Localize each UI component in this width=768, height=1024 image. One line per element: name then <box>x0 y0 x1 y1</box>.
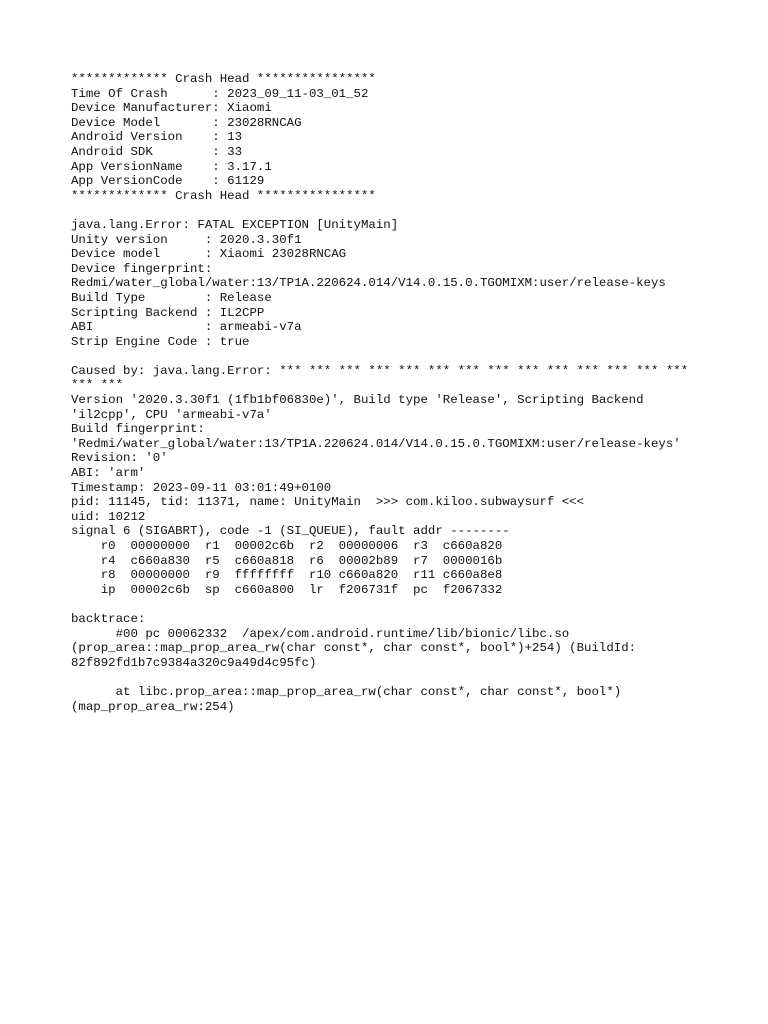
log-line: App VersionCode : 61129 <box>71 174 265 189</box>
log-line: 82f892fd1b7c9384a320c9a49d4c95fc) <box>71 655 317 670</box>
log-line: backtrace: <box>71 611 146 626</box>
log-line: at libc.prop_area::map_prop_area_rw(char const*, char const*, bool*) <box>71 684 622 699</box>
log-line: Unity version : 2020.3.30f1 <box>71 232 302 247</box>
log-line: uid: 10212 <box>71 509 146 524</box>
log-line: Device Manufacturer: Xiaomi <box>71 101 272 116</box>
log-line: signal 6 (SIGABRT), code -1 (SI_QUEUE), fault addr -------- <box>71 524 510 539</box>
log-line: Scripting Backend : IL2CPP <box>71 305 265 320</box>
log-line: #00 pc 00062332 /apex/com.android.runtime/lib/bionic/libc.so <box>71 626 570 641</box>
log-line: Device Model : 23028RNCAG <box>71 115 302 130</box>
log-line: Timestamp: 2023-09-11 03:01:49+0100 <box>71 480 332 495</box>
log-line: Build fingerprint: <box>71 422 205 437</box>
log-line: Version '2020.3.30f1 (1fb1bf06830e)', Build type 'Release', Scripting Backend <box>71 393 644 408</box>
log-line: java.lang.Error: FATAL EXCEPTION [UnityMain] <box>71 217 399 232</box>
log-line: Android SDK : 33 <box>71 144 243 159</box>
log-line: *** *** <box>71 378 124 393</box>
log-line <box>71 349 711 364</box>
log-line: r0 00000000 r1 00002c6b r2 00000006 r3 c660a820 <box>71 539 503 553</box>
log-line: ip 00002c6b sp c660a800 lr f206731f pc f2067332 <box>71 582 503 597</box>
log-line: 'il2cpp', CPU 'armeabi-v7a' <box>71 407 272 422</box>
log-line <box>71 670 711 685</box>
log-line: Device model : Xiaomi 23028RNCAG <box>71 247 347 262</box>
log-line: (map_prop_area_rw:254) <box>71 699 235 714</box>
log-line: Time Of Crash : 2023_09_11-03_01_52 <box>71 86 369 101</box>
log-line: ABI: 'arm' <box>71 466 146 481</box>
log-line: Build Type : Release <box>71 290 272 305</box>
log-line: 'Redmi/water_global/water:13/TP1A.220624.014/V14.0.15.0.TGOMIXM:user/release-keys' <box>71 436 681 451</box>
log-line: ************* Crash Head **************** <box>71 188 376 203</box>
log-line: Redmi/water_global/water:13/TP1A.220624.014/V14.0.15.0.TGOMIXM:user/release-keys <box>71 276 666 291</box>
crash-log <box>71 72 711 714</box>
log-line: ABI : armeabi-v7a <box>71 320 302 335</box>
log-line: Strip Engine Code : true <box>71 334 250 349</box>
log-line: r4 c660a830 r5 c660a818 r6 00002b89 r7 0000016b <box>71 553 503 568</box>
log-line: ************* Crash Head **************** <box>71 72 376 86</box>
log-line: (prop_area::map_prop_area_rw(char const*, char const*, bool*)+254) (BuildId: <box>71 641 637 656</box>
log-line <box>71 203 711 218</box>
log-line: r8 00000000 r9 ffffffff r10 c660a820 r11 c660a8e8 <box>71 568 503 583</box>
log-line: Caused by: java.lang.Error: *** *** *** *** *** *** *** *** *** *** *** *** *** *** <box>71 363 689 378</box>
log-line <box>71 597 711 612</box>
log-line: Revision: '0' <box>71 451 168 466</box>
log-line: Device fingerprint: <box>71 261 213 276</box>
log-line: App VersionName : 3.17.1 <box>71 159 272 174</box>
log-line: Android Version : 13 <box>71 130 243 145</box>
log-line: pid: 11145, tid: 11371, name: UnityMain >>> com.kiloo.subwaysurf <<< <box>71 495 585 510</box>
